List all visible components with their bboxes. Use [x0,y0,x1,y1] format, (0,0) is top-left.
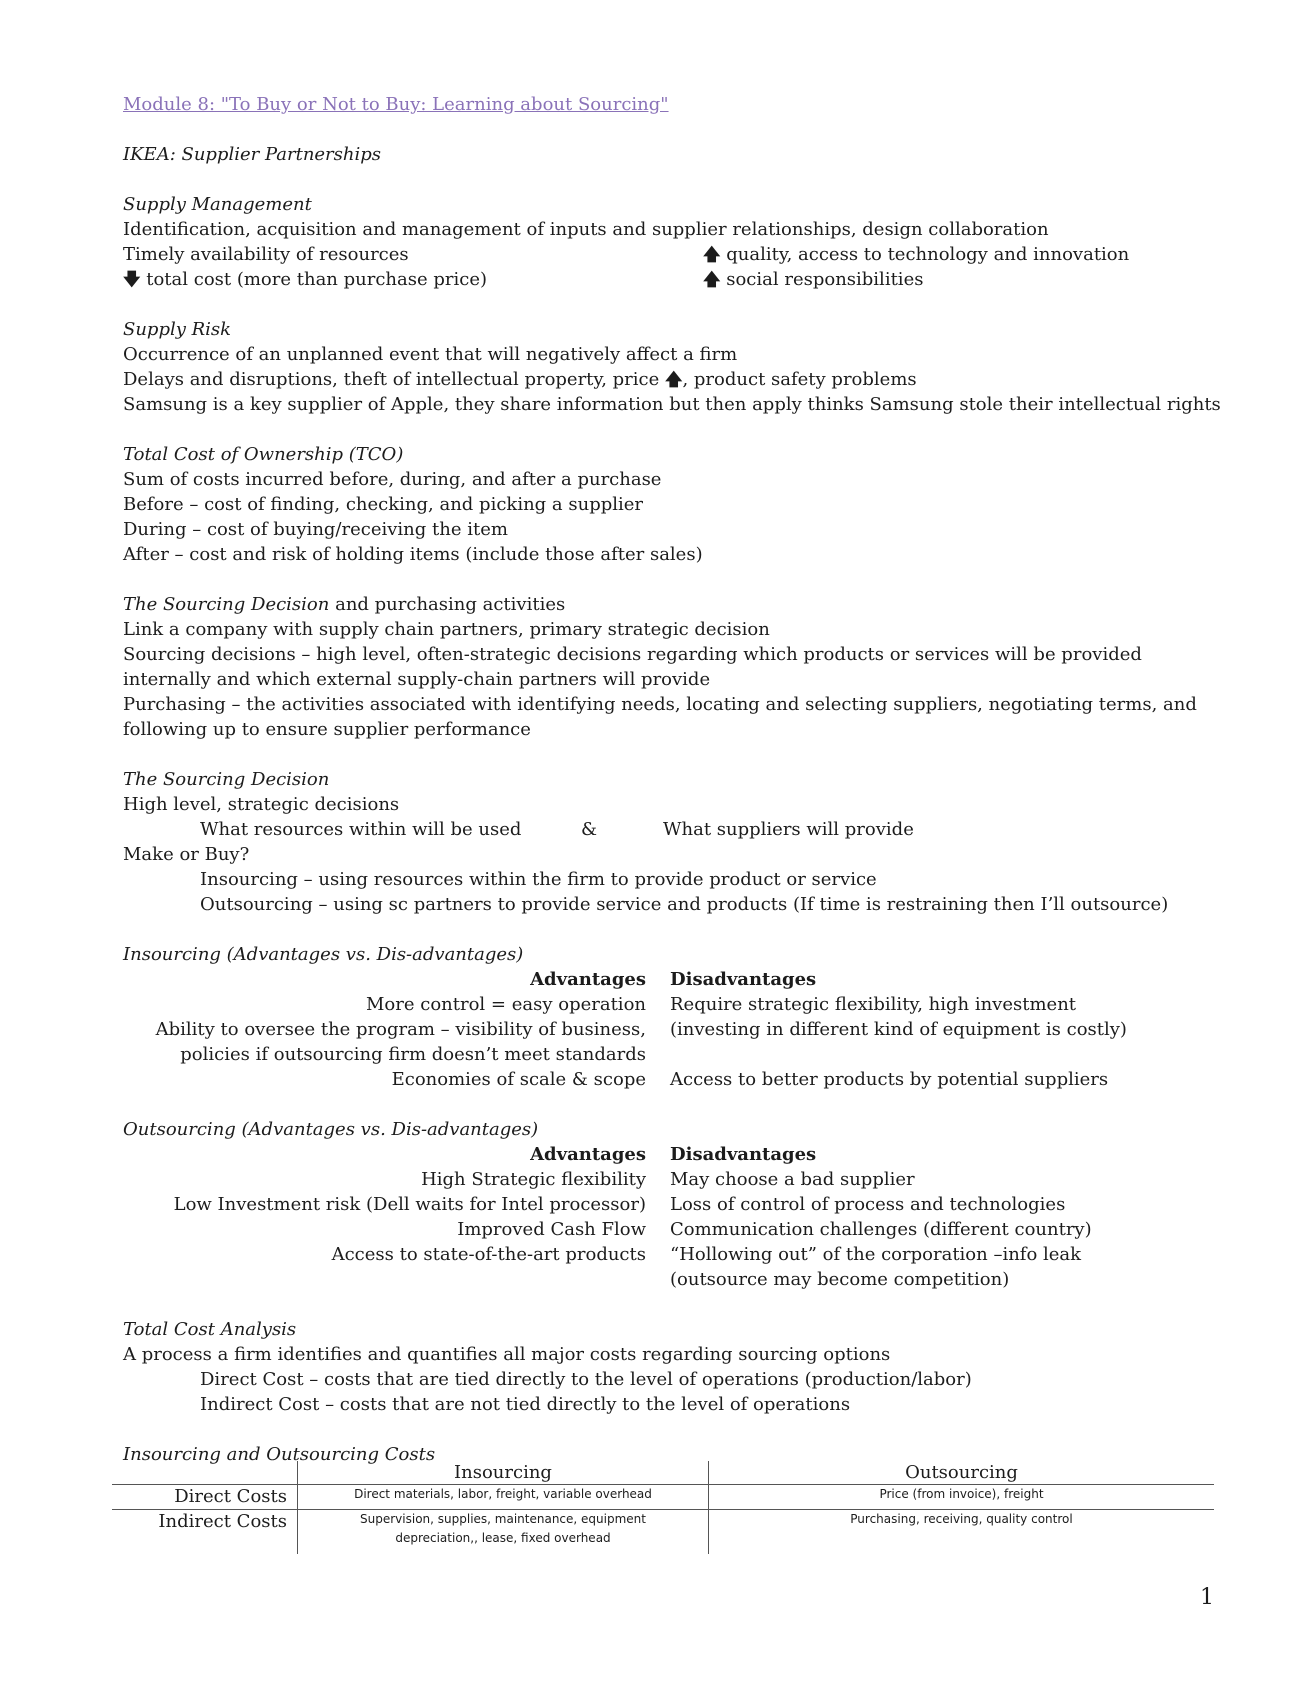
disadvantage-cell: Access to better products by potential suppliers [670,1069,1109,1090]
sourcing-line: following up to ensure supplier performance [123,719,531,740]
page-number: 1 [1200,1585,1214,1610]
advantage-cell: Economies of scale & scope [391,1069,646,1090]
indirect-insourcing-cell: Supervision, supplies, maintenance, equipment depreciation,, lease, fixed overhead [298,1510,709,1555]
table-row [112,1510,1214,1555]
advantage-cell [123,1267,646,1292]
advantage-cell: High Strategic flexibility [421,1169,646,1190]
disadvantage-cell: (investing in different kind of equipment is costly) [670,1019,1127,1040]
advantage-cell: policies if outsourcing firm doesn’t meet standards [180,1044,646,1065]
sourcing-decision-heading: The Sourcing Decision [123,769,330,790]
total-cost-line: A process a firm identifies and quantifies all major costs regarding sourcing options [123,1344,891,1365]
supply-risk-heading: Supply Risk [123,319,232,340]
insourcing-av-heading: Insourcing (Advantages vs. Dis-advantages) [123,944,524,965]
direct-cost-definition: Direct Cost – costs that are tied directly to the level of operations (production/labor) [200,1369,972,1390]
sourcing-line: Purchasing – the activities associated with identifying needs, locating and selecting suppliers, negotiating terms, and [123,694,1197,715]
suppliers-text: What suppliers will provide [663,819,914,840]
tco-line: Sum of costs incurred before, during, and after a purchase [123,469,662,490]
ikea-heading: IKEA: Supplier Partnerships [123,144,382,165]
indirect-costs-label: Indirect Costs [158,1511,287,1532]
advantage-cell: Ability to oversee the program – visibility of business, [155,1019,646,1040]
sourcing-line: Sourcing decisions – high level, often-strategic decisions regarding which products or services will be provided [123,644,1142,665]
advantage-cell: Low Investment risk (Dell waits for Intel processor) [173,1194,646,1215]
sourcing-decision-line: High level, strategic decisions [123,794,400,815]
indirect-outsourcing-cell: Purchasing, receiving, quality control [709,1510,1215,1555]
make-or-buy: Make or Buy? [123,844,250,865]
supply-management-row [123,242,1223,267]
outsourcing-column-header: Outsourcing [709,1461,1215,1485]
advantages-header: Advantages [530,969,646,990]
costs-table-heading: Insourcing and Outsourcing Costs [123,1444,436,1465]
sourcing-line: Link a company with supply chain partners, primary strategic decision [123,619,770,640]
down-arrow-icon: 🡇 [123,270,141,290]
disadvantage-cell: Loss of control of process and technologies [670,1194,1066,1215]
resources-text: What resources within will be used [200,819,522,840]
total-cost-text: total cost (more than purchase price) [146,269,487,290]
outsourcing-av-table [123,1142,1223,1292]
supply-risk-line: Delays and disruptions, theft of intellectual property, price 🡅, product safety problems [123,369,917,390]
disadvantages-header: Disadvantages [670,969,817,990]
insourcing-definition: Insourcing – using resources within the firm to provide product or service [200,869,877,890]
tco-line: During – cost of buying/receiving the item [123,519,508,540]
indirect-cost-definition: Indirect Cost – costs that are not tied directly to the level of operations [200,1394,851,1415]
disadvantages-header: Disadvantages [670,1144,817,1165]
sourcing-purchasing-heading: The Sourcing Decision and purchasing activities [123,594,566,615]
disadvantage-cell: Require strategic flexibility, high investment [670,994,1077,1015]
ampersand: & [581,819,598,840]
outsourcing-definition: Outsourcing – using sc partners to provide service and products (If time is restraining then I’ll outsource) [200,894,1169,915]
insourcing-av-table [123,967,1223,1092]
supply-management-heading: Supply Management [123,194,312,215]
outsourcing-av-heading: Outsourcing (Advantages vs. Dis-advantages) [123,1119,539,1140]
table-row [112,1485,1214,1510]
tco-line: Before – cost of finding, checking, and picking a supplier [123,494,644,515]
tco-heading: Total Cost of Ownership (TCO) [123,444,404,465]
advantages-header: Advantages [530,1144,646,1165]
social-text: social responsibilities [726,269,924,290]
costs-table [112,1461,1214,1554]
advantage-cell: More control = easy operation [366,994,646,1015]
page-content [123,92,1223,1467]
supply-management-line: Identification, acquisition and management of inputs and supplier relationships, design collaboration [123,219,1049,240]
advantage-cell: Access to state-of-the-art products [331,1244,646,1265]
tco-line: After – cost and risk of holding items (include those after sales) [123,544,703,565]
up-arrow-icon: 🡅 [703,245,721,265]
sourcing-decision-choices [123,817,1223,842]
supply-risk-line: Samsung is a key supplier of Apple, they share information but then apply thinks Samsung stole their intellectual rights [123,394,1221,415]
direct-costs-label: Direct Costs [112,1485,298,1510]
disadvantage-cell: (outsource may become competition) [670,1269,1010,1290]
advantage-cell: Improved Cash Flow [457,1219,646,1240]
supply-risk-line: Occurrence of an unplanned event that will negatively affect a firm [123,344,738,365]
up-arrow-icon: 🡅 [664,370,683,390]
direct-insourcing-cell: Direct materials, labor, freight, variable overhead [298,1485,709,1510]
insourcing-column-header: Insourcing [298,1461,709,1485]
up-arrow-icon: 🡅 [703,270,721,290]
quality-text: quality, access to technology and innovation [726,244,1130,265]
disadvantage-cell: “Hollowing out” of the corporation –info leak [670,1244,1082,1265]
disadvantage-cell: May choose a bad supplier [670,1169,915,1190]
disadvantage-cell [670,1042,1223,1067]
availability-text: Timely availability of resources [123,244,409,265]
direct-outsourcing-cell: Price (from invoice), freight [709,1485,1215,1510]
module-title: Module 8: "To Buy or Not to Buy: Learning about Sourcing" [123,94,669,115]
supply-management-row [123,267,1223,292]
total-cost-heading: Total Cost Analysis [123,1319,297,1340]
sourcing-line: internally and which external supply-chain partners will provide [123,669,711,690]
disadvantage-cell: Communication challenges (different country) [670,1219,1092,1240]
